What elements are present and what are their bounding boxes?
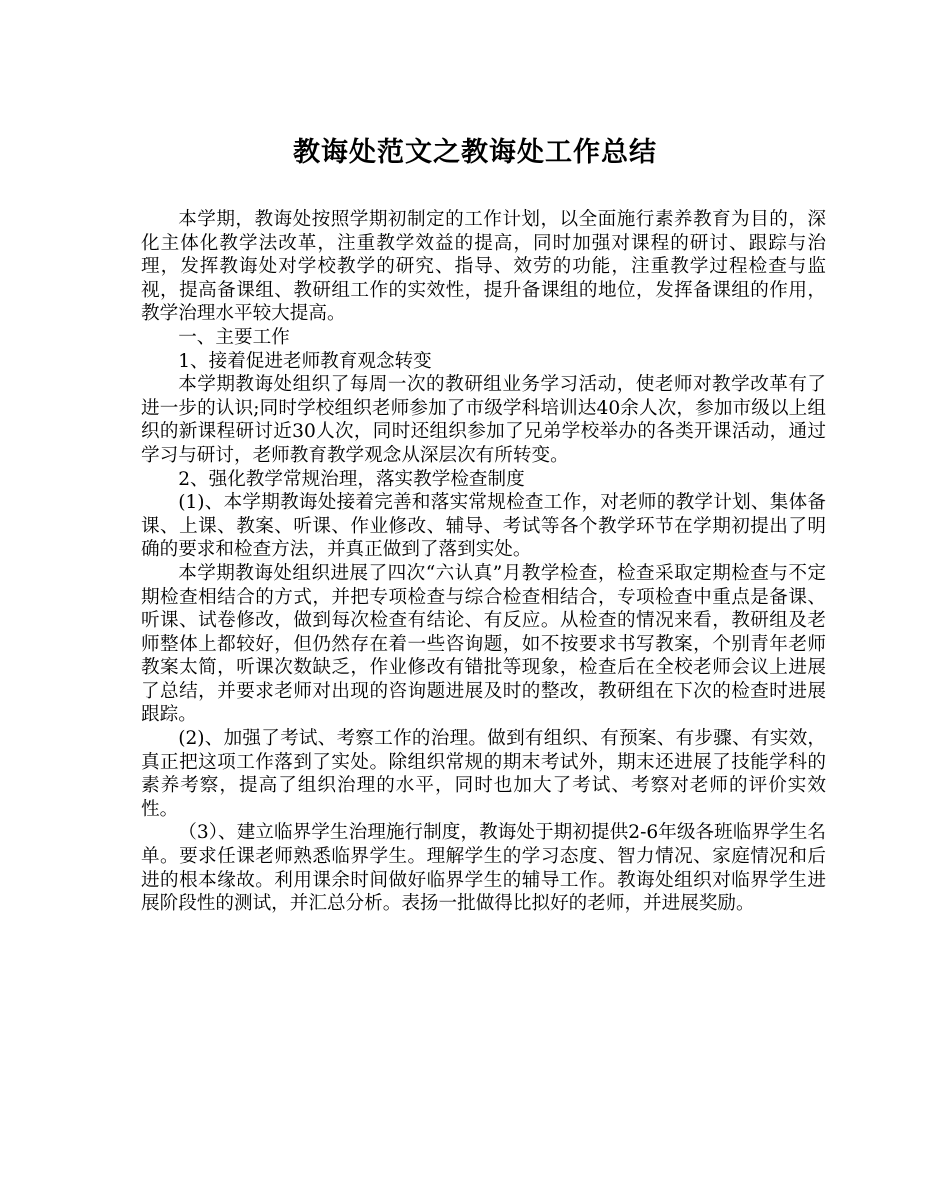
document-body <box>141 208 826 916</box>
paragraph-intro: 本学期，教诲处按照学期初制定的工作计划，以全面施行素养教育为目的，深化主体化教学法改革，注重教学效益的提高，同时加强对课程的研讨、跟踪与治理，发挥教诲处对学校教学的研究、指导、效劳的功能，注重教学过程检查与监视，提高备课组、教研组工作的实效性，提升备课组的地位，发挥备课组的作用，教学治理水平较大提高。 <box>141 209 826 325</box>
document-title: 教诲处范文之教诲处工作总结 <box>293 137 657 168</box>
paragraph-teaching-research: 本学期教诲处组织了每周一次的教研组业务学习活动，使老师对教学改革有了进一步的认识;同时学校组织老师参加了市级学科培训达40余人次，参加市级以上组织的新课程研讨近30人次，同时还组织参加了兄弟学校举办的各类开课活动，通过学习与研讨，老师教育教学观念从深层次有所转变。 <box>141 374 826 466</box>
paragraph-exam-management: (2)、加强了考试、考察工作的治理。做到有组织、有预案、有步骤、有实效，真正把这项工作落到了实处。除组织常规的期末考试外，期末还进展了技能学科的素养考察，提高了组织治理的水平，同时也加大了考试、考察对老师的评价实效性。 <box>141 728 826 820</box>
subheading-routine-management: 2、强化教学常规治理，落实教学检查制度 <box>178 468 525 490</box>
paragraph-routine-checks: (1)、本学期教诲处接着完善和落实常规检查工作，对老师的教学计划、集体备课、上课、教案、听课、作业修改、辅导、考试等各个教学环节在学期初提出了明确的要求和检查方法，并真正做到了落到实处。 <box>141 492 826 561</box>
section-heading-main-work: 一、主要工作 <box>178 326 290 348</box>
subheading-teacher-concepts: 1、接着促进老师教育观念转变 <box>178 350 432 372</box>
paragraph-monthly-inspection: 本学期教诲处组织进展了四次“六认真”月教学检查，检查采取定期检查与不定期检查相结合的方式，并把专项检查与综合检查相结合，专项检查中重点是备课、听课、试卷修改，做到每次检查有结论、有反应。从检查的情况来看，教研组及老师整体上都较好，但仍然存在着一些咨询题，如不按要求书写教案，个别青年老师教案太简，听课次数缺乏，作业修改有错批等现象，检查后在全校老师会议上进展了总结，并要求老师对出现的咨询题进展及时的整改，教研组在下次的检查时进展跟踪。 <box>141 562 826 726</box>
paragraph-borderline-students: （3）、建立临界学生治理施行制度，教诲处于期初提供2-6年级各班临界学生名单。要求任课老师熟悉临界学生。理解学生的学习态度、智力情况、家庭情况和后进的根本缘故。利用课余时间做好临界学生的辅导工作。教诲处组织对临界学生进展阶段性的测试，并汇总分析。表扬一批做得比拟好的老师，并进展奖励。 <box>141 822 826 915</box>
